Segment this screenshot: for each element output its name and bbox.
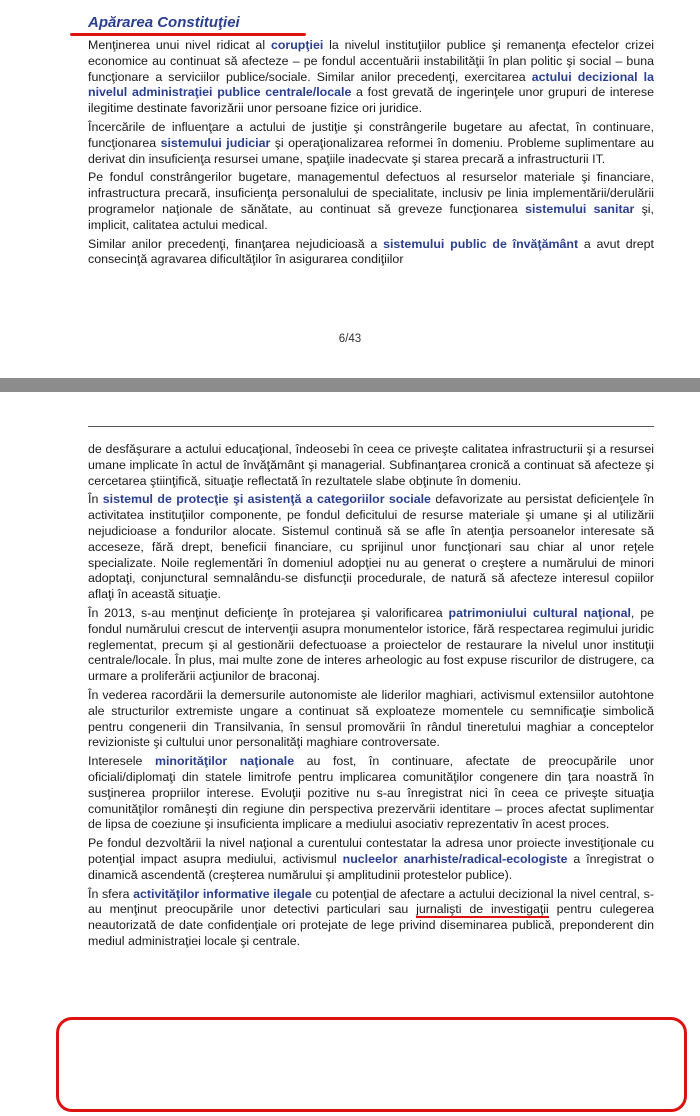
keyword-highlight: sistemul de protecţie şi asistenţă a categoriilor sociale: [102, 492, 431, 507]
page1-text: [88, 38, 654, 271]
paragraph: În sfera activităţilor informative ilegale cu potenţial de afectare a actului decizional la nivel central, s-au menţinut preocupările unor detectivi particulari sau jurnalişti de investigaţii pentru culegerea neautorizată de date confidenţiale ori protejate de lege privind diseminarea publică, preponderent din mediul administraţiei locale şi centrale.: [88, 886, 654, 948]
section-heading: Apărarea Constituţiei: [88, 14, 240, 31]
keyword-highlight: nucleelor anarhiste/radical-ecologiste: [342, 851, 568, 866]
red-box-annotation: [56, 1017, 687, 1112]
keyword-highlight: sistemului judiciar: [160, 135, 271, 150]
paragraph: Interesele minorităţilor naţionale au fost, în continuare, afectate de preocupările unor oficiali/diplomaţi din statele limitrofe pentru implicarea comunităţilor congenere din ţara noastră în susţinerea propriilor interese. Evoluţii pozitive nu s-au înregistrat nici în ceea ce priveşte situaţia comunităţilor româneşti din regiune din perspectiva prezervării identitare – proces afectat suplimentar de lipsa de coeziune şi insuficienta implicare a mediului asociativ reprezentativ în acest proces.: [88, 754, 654, 832]
page-number: 6/43: [338, 333, 362, 345]
document-page-6: [0, 0, 700, 378]
keyword-highlight: patrimoniului cultural naţional: [448, 605, 631, 620]
paragraph: În vederea racordării la demersurile autonomiste ale liderilor maghiari, activismul extensiilor autohtone ale structurilor extremiste ungare a continuat să exploateze momentele cu semnificaţie simbolică pentru congenerii din Transilvania, în sensul promovării în rândul tineretului maghiar a conceptelor revizioniste şi cultului unor personalităţi maghiare controversate.: [88, 687, 654, 750]
paragraph: de desfăşurare a actului educaţional, îndeosebi în ceea ce priveşte calitatea infrastructurii şi a resursei umane implicate în actul de învăţământ şi managerial. Subfinanţarea cronică a continuat să afecteze şi cercetarea ştiinţifică, situaţie reflectată în rezultatele slabe obţinute în domeniu.: [88, 442, 654, 488]
keyword-highlight: corupţiei: [270, 38, 324, 52]
red-underline-annotation: [70, 33, 306, 36]
paragraph: Pe fondul dezvoltării la nivel naţional a curentului contestatar la adresa unor proiecte investiţionale cu potenţial impact asupra mediului, activismul nucleelor anarhiste/radical-ecologiste a înregistrat o dinamică ascendentă (creşterea numărului şi amplitudinii protestelor publice).: [88, 836, 655, 882]
paragraph: În sistemul de protecţie şi asistenţă a categoriilor sociale defavorizate au persistat deficienţele în activitatea instituţiilor componente, pe fondul deficitului de resurse materiale şi umane şi al utilizării nejudicioase a fondurilor alocate. Sistemul continuă să se afle în atenţia persoanelor interesate să acceseze, fără drept, beneficii financiare, cu sprijinul unor funcţionari sau chiar al unor reţele specializate. Noile reglementări în domeniul adopţiei nu au generat o creştere a numărului de minori adoptaţi, conjunctural semnalându-se disfuncţii procedurale, de natură să afecteze interesul copiilor aflaţi în această situaţie.: [88, 492, 654, 602]
paragraph: Pe fondul constrângerilor bugetare, managementul defectuos al resurselor materiale şi financiare, infrastructura precară, insuficienţa personalului de specialitate, inclusiv pe linia implementării/derulării programelor naţionale de sănătate, au continuat să greveze funcţionarea sistemului sanitar şi, implicit, calitatea actului medical.: [88, 170, 654, 232]
keyword-highlight: sistemului sanitar: [525, 201, 635, 216]
keyword-highlight: minorităţilor naţionale: [154, 754, 295, 769]
keyword-highlight: sistemului public de învăţământ: [383, 236, 579, 251]
paragraph: În 2013, s-au menţinut deficienţe în protejarea şi valorificarea patrimoniului cultural naţional, pe fondul numărului crescut de intervenţii asupra monumentelor istorice, fără respectarea regimului juridic reglementat, precum şi al gestionării defectuoase a proiectelor de restaurare la nivelul unor instituţii centrale/locale. În plus, mai multe zone de interes arheologic au fost expuse riscurilor de distrugere, ca urmare a proliferării acţiunilor de braconaj.: [88, 605, 654, 684]
paragraph: Menţinerea unui nivel ridicat al corupţiei la nivelul instituţiilor publice şi remanenţa efectelor crizei economice au continuat să afecteze – pe fondul accentuării instabilităţii în plan politic şi social – buna funcţionare a serviciilor publice/sociale. Similar anilor precedenţi, exercitarea actului decizional la nivelul administraţiei publice centrale/locale a fost grevată de ingerinţele unor grupuri de interese ilegitime destinate favorizării unor persoane fizice ori juridice.: [88, 38, 654, 116]
paragraph: Similar anilor precedenţi, finanţarea nejudicioasă a sistemului public de învăţământ a avut drept consecinţă agravarea dificultăţilor în asigurarea condiţiilor: [88, 236, 654, 267]
keyword-highlight: activităţilor informative ilegale: [133, 886, 312, 901]
page-separator: [0, 378, 700, 392]
page2-text: [88, 442, 654, 953]
document-page-7: [0, 392, 700, 1116]
header-rule: [88, 426, 654, 427]
paragraph: Încercările de influenţare a actului de justiţie şi constrângerile bugetare au afectat, în continuare, funcţionarea sistemului judiciar şi operaţionalizarea reformei în domeniu. Probleme suplimentare au derivat din insuficienţa resursei umane, spaţiile inadecvate şi starea precară a infrastructurii IT.: [88, 119, 655, 166]
red-underlined-phrase: jurnalişti de investigaţii: [416, 902, 549, 917]
keyword-highlight: actului decizional la nivelul administraţiei publice centrale/locale: [88, 69, 654, 100]
